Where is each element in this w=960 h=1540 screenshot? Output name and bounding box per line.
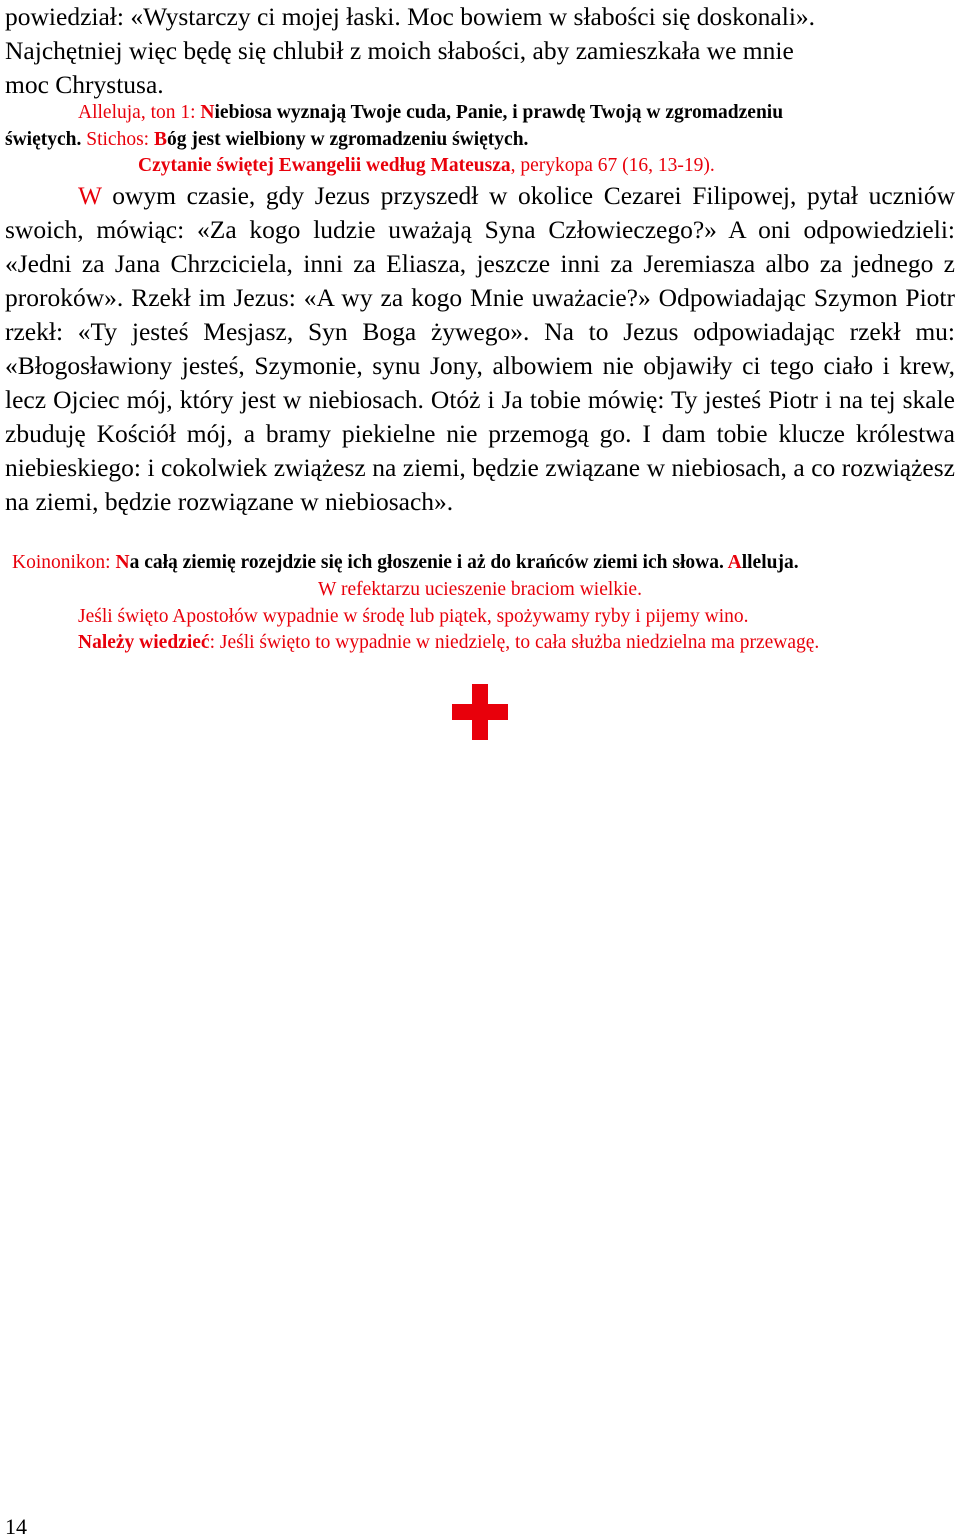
text-line-3: moc Chrystusa. xyxy=(5,70,164,99)
alleluia-verse-end: świętych. xyxy=(5,129,82,150)
alleluia-verse: iebiosa wyznają Twoje cuda, Panie, i prawdę Twoją w zgromadzeniu xyxy=(214,102,784,123)
koinonikon-initial: N xyxy=(115,552,130,573)
stichos-text: óg jest wielbiony w zgromadzeniu świętych. xyxy=(166,129,529,150)
gospel-initial: W xyxy=(78,181,102,210)
gospel-heading xyxy=(138,156,955,176)
stichos-initial: B xyxy=(153,129,167,150)
alleluia-initial: N xyxy=(200,102,215,123)
stichos-line xyxy=(5,130,955,150)
cross-horizontal-bar xyxy=(452,704,508,720)
know-label: Należy wiedzieć xyxy=(78,632,210,653)
stichos-label: Stichos: xyxy=(81,129,154,150)
refectory-note: W refektarzu ucieszenie braciom wielkie. xyxy=(318,579,642,600)
koinonikon-label: Koinonikon: xyxy=(12,552,116,573)
red-cross-icon xyxy=(452,684,508,740)
alleluia-line xyxy=(78,103,955,123)
gospel-body: owym czasie, gdy Jezus przyszedł w okolice Cezarei Filipowej, pytał uczniów swoich, mówiąc: «Za kogo ludzie uważają Syna Człowieczego?» A oni odpowiedzieli: «Jedni za Jana Chrzciciela, inni za Eliasza, jeszcze inni za Jeremiasza albo za jednego z proroków». Rzekł im Jezus: «A wy za kogo Mnie uważacie?» Odpowiadając Szymon Piotr rzekł: «Ty jesteś Mesjasz, Syn Boga żywego». Na to Jezus odpowiadając rzekł mu: «Błogosławiony jesteś, Szymonie, synu Jony, albowiem nie objawiły ci tego ciało i krew, lecz Ojciec mój, który jest w niebiosach. Otóż i Ja tobie mówię: Ty jesteś Piotr i na tej skale zbuduję Kościół mój, a bramy piekielne nie przemogą go. I dam tobie klucze królestwa niebieskiego: i cokolwiek zwiążesz na ziemi, będzie związane w niebiosach, a co rozwiążesz na ziemi, będzie rozwiązane w niebiosach». xyxy=(5,181,955,516)
koinonikon-alleluia-initial: A xyxy=(727,552,742,573)
page-number: 14 xyxy=(5,1514,27,1539)
gospel-text xyxy=(5,179,955,519)
know-text: : Jeśli święto to wypadnie w niedzielę, to cała służba niedzielna ma przewagę. xyxy=(209,632,820,653)
koinonikon-alleluia: lleluja. xyxy=(741,552,799,573)
text-line-2: Najchętniej więc będę się chlubił z moich słabości, aby zamieszkała we mnie xyxy=(5,36,794,65)
gospel-title: Czytanie świętej Ewangelii według Mateusza xyxy=(138,155,511,176)
gospel-pericope: , perykopa 67 (16, 13-19). xyxy=(510,155,715,176)
text-line-1: powiedział: «Wystarczy ci mojej łaski. Moc bowiem w słabości się doskonali». xyxy=(5,2,816,31)
alleluia-label: Alleluja, ton 1: xyxy=(78,102,201,123)
know-note xyxy=(78,633,955,653)
fast-note: Jeśli święto Apostołów wypadnie w środę lub piątek, spożywamy ryby i pijemy wino. xyxy=(78,606,749,627)
koinonikon-text: a całą ziemię rozejdzie się ich głoszenie i aż do krańców ziemi ich słowa. xyxy=(129,552,728,573)
koinonikon-line xyxy=(12,553,955,573)
